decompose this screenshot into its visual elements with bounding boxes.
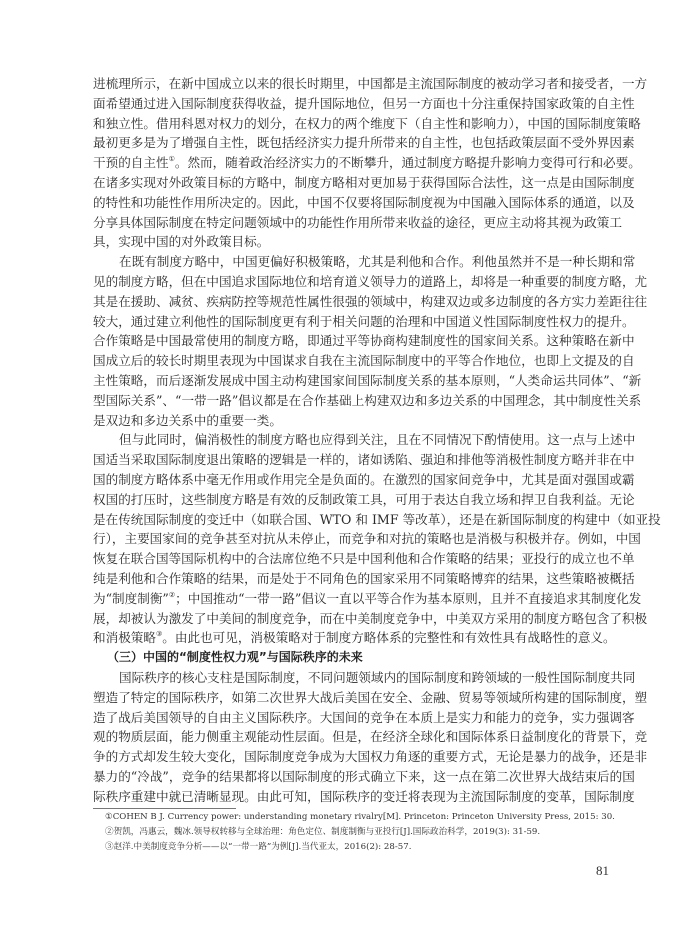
text-segment: 在诸多实现对外政策目标的方略中，制度方略相对更加易于获得国际合法性，这一点是由国际制度: [93, 174, 635, 190]
footnote: ③赵洋.中美制度竞争分析——以“一带一路”为例[J].当代亚太，2016(2): 28-57.: [105, 842, 412, 852]
text-line: [93, 94, 635, 114]
text-line: [93, 114, 641, 134]
text-line: [93, 232, 614, 252]
text-line: [93, 589, 642, 609]
text-line: [93, 252, 636, 272]
text-segment: 。然而，随着政治经济实力的不断攀升，通过制度方略提升影响力变得可行和必要。: [174, 155, 641, 171]
text-segment: 纯是利他和合作策略的结果，而是处于不同角色的国家采用不同策略博弈的结果，这些策略被概括: [93, 570, 635, 586]
text-line: [93, 351, 635, 371]
text-segment: 。由此也可见，消极策略对于制度方略体系的完整性和有效性具有战略性的意义。: [162, 630, 616, 646]
text-line: [93, 272, 648, 292]
text-segment: 和独立性。借用科恩对权力的划分，在权力的两个维度下（自主性和影响力），中国的国际制度策略: [93, 115, 641, 131]
text-line: [93, 153, 641, 173]
text-segment: 具，实现中国的对外政策目标。: [93, 234, 270, 250]
footnote-divider: [93, 808, 236, 809]
text-line: [93, 193, 635, 213]
text-segment: ；中国推动“一带一路”倡议一直以平等合作为基本原则，且并不直接追求其制度化发: [175, 590, 642, 606]
footnote-marker: ②: [168, 590, 176, 599]
footnote: ①COHEN B J. Currency power: understanding monetary rivalry[M]. Princeton: Princeton University Press, 2015: 30.: [105, 812, 615, 822]
text-segment: 争的方式却发生较大变化，国际制度竞争成为大国权力角逐的重要方式，无论是暴力的战争，还是非: [93, 749, 648, 765]
text-segment: 其是在援助、减贫、疾病防控等规范性属性很强的领域中，构建双边或多边制度的各方实力差距往往: [93, 293, 648, 309]
text-line: [93, 609, 648, 629]
text-line: [93, 371, 642, 391]
text-segment: 造了战后美国领导的自由主义国际秩序。大国间的竞争在本质上是实力和能力的竞争，实力强调客: [93, 709, 635, 725]
text-segment: 进梳理所示，在新中国成立以来的很长时期里，中国都是主流国际制度的被动学习者和接受者，一方: [93, 76, 648, 91]
text-line: [93, 688, 648, 708]
text-segment: 为“制度制衡”: [93, 590, 169, 606]
text-segment: 国的制度方略体系中毫无作用或作用完全是负面的。在激烈的国家间竞争中，尤其是面对强国或霸: [93, 471, 635, 487]
footnote-marker: ③: [155, 630, 163, 639]
text-segment: 最初更多是为了增强自主性，既包括经济实力提升所带来的自主性，也包括政策层面不受外界因素: [93, 135, 635, 151]
text-line: [93, 668, 636, 688]
text-segment: 展，却被认为激发了中美间的制度竞争，而在中美制度竞争中，中美双方采用的制度方略包含了积极: [93, 610, 648, 626]
text-line: [93, 74, 648, 94]
text-line: [93, 312, 635, 332]
text-segment: 国适当采取国际制度退出策略的逻辑是一样的，诸如诱陷、强迫和排他等消极性制度方略并非在中: [93, 452, 635, 468]
text-segment: 恢复在联合国等国际机构中的合法席位绝不只是中国利他和合作策略的结果；亚投行的成立也不单: [93, 551, 635, 567]
text-line: [93, 292, 648, 312]
text-segment: 和消极策略: [93, 630, 156, 646]
text-segment: 国际秩序的核心支柱是国际制度，不同问题领域内的国际制度和跨领域的一般性国际制度共同: [119, 669, 636, 685]
paragraph: [93, 74, 648, 252]
text-segment: 但与此同时，偏消极性的制度方略也应得到关注，且在不同情况下酌情使用。这一点与上述中: [119, 432, 636, 448]
text-line: [93, 430, 636, 450]
body-text: [93, 74, 661, 806]
footnote: ②贺凯，冯惠云，魏冰.领导权转移与全球治理：角色定位、制度制衡与亚投行[J].国际政治科学，2019(3): 31-59.: [105, 827, 541, 837]
text-segment: 见的制度方略，但在中国追求国际地位和培育道义领导力的道路上，却将是一种重要的制度方略，尤: [93, 273, 648, 289]
text-line: [93, 628, 614, 648]
text-line: [93, 331, 635, 351]
text-line: [93, 470, 635, 490]
section-heading: [93, 648, 614, 668]
text-line: [93, 767, 635, 787]
text-line: [93, 747, 648, 767]
text-segment: 行），主要国家间的竞争甚至对抗从未停止，而竞争和对抗的策略也是消极与积极并存。例如，中国: [93, 531, 641, 547]
text-line: [93, 490, 635, 510]
text-segment: 干预的自主性: [93, 155, 169, 171]
text-segment: 面希望通过进入国际制度获得收益，提升国际地位，但另一方面也十分注重保持国家政策的自主性: [93, 95, 635, 111]
text-line: [93, 391, 642, 411]
text-line: [93, 133, 635, 153]
paragraph: [93, 252, 648, 430]
text-segment: 塑造了特定的国际秩序，如第二次世界大战后美国在安全、金融、贸易等领域所构建的国际制度，塑: [93, 689, 648, 705]
text-segment: 是在传统国际制度的变迁中（如联合国、WTO 和 IMF 等改革），还是在新国际制度的构建中（如亚投: [93, 511, 661, 527]
text-line: [93, 450, 635, 470]
text-line: [93, 569, 635, 589]
text-line: [93, 727, 648, 747]
page-number: 81: [596, 863, 609, 878]
text-line: [93, 787, 635, 807]
text-segment: 观的物质层面，能力侧重主观能动性层面。但是，在经济全球化和国际体系日益制度化的背景下，竞: [93, 729, 648, 745]
text-line: [93, 549, 635, 569]
text-line: [93, 510, 661, 530]
text-segment: 合作策略是中国最常使用的制度方略，即通过平等协商构建制度性的国家间关系。这种策略在新中: [93, 333, 635, 349]
text-segment: 国成立后的较长时期里表现为中国谋求自我在主流国际制度中的平等合作地位，也即上文提及的自: [93, 353, 635, 369]
footnotes: [105, 810, 615, 855]
text-segment: 权国的打压时，这些制度方略是有效的反制政策工具，可用于表达自我立场和捍卫自我利益。无论: [93, 491, 635, 507]
text-segment: 在既有制度方略中，中国更偏好积极策略，尤其是利他和合作。利他虽然并不是一种长期和常: [119, 254, 636, 270]
text-line: [93, 213, 622, 233]
text-line: [93, 411, 614, 431]
text-segment: 的特性和功能性作用所决定的。因此，中国不仅要将国际制度视为中国融入国际体系的通道，以及: [93, 194, 635, 210]
text-segment: 际秩序重建中就已清晰显现。由此可知，国际秩序的变迁将表现为主流国际制度的变革，国际制度: [93, 788, 635, 804]
paragraph: [93, 430, 661, 648]
paragraph: [93, 668, 648, 807]
text-line: [93, 648, 614, 668]
text-segment: 暴力的“冷战”，竞争的结果都将以国际制度的形式确立下来，这一点在第二次世界大战结束后的国: [93, 768, 635, 784]
text-segment: 主性策略，而后逐渐发展成中国主动构建国家间国际制度关系的基本原则，“人类命运共同体”、“新: [93, 372, 642, 388]
text-segment: 是双边和多边关系中的重要一类。: [93, 412, 282, 428]
text-line: [93, 529, 641, 549]
text-segment: 分享具体国际制度在特定问题领域中的功能性作用所带来收益的途径，更应主动将其视为政策工: [93, 214, 622, 230]
text-segment: 型国际关系”、“一带一路”倡议都是在合作基础上构建双边和多边关系的中国理念，其中制度性关系: [93, 392, 642, 408]
text-line: [93, 173, 635, 193]
text-segment: 较大，通过建立利他性的国际制度更有利于相关问题的治理和中国道义性国际制度性权力的提升。: [93, 313, 635, 329]
text-segment: （三）中国的“制度性权力观”与国际秩序的未来: [107, 650, 363, 665]
footnote-marker: ①: [168, 155, 175, 164]
text-line: [93, 708, 635, 728]
